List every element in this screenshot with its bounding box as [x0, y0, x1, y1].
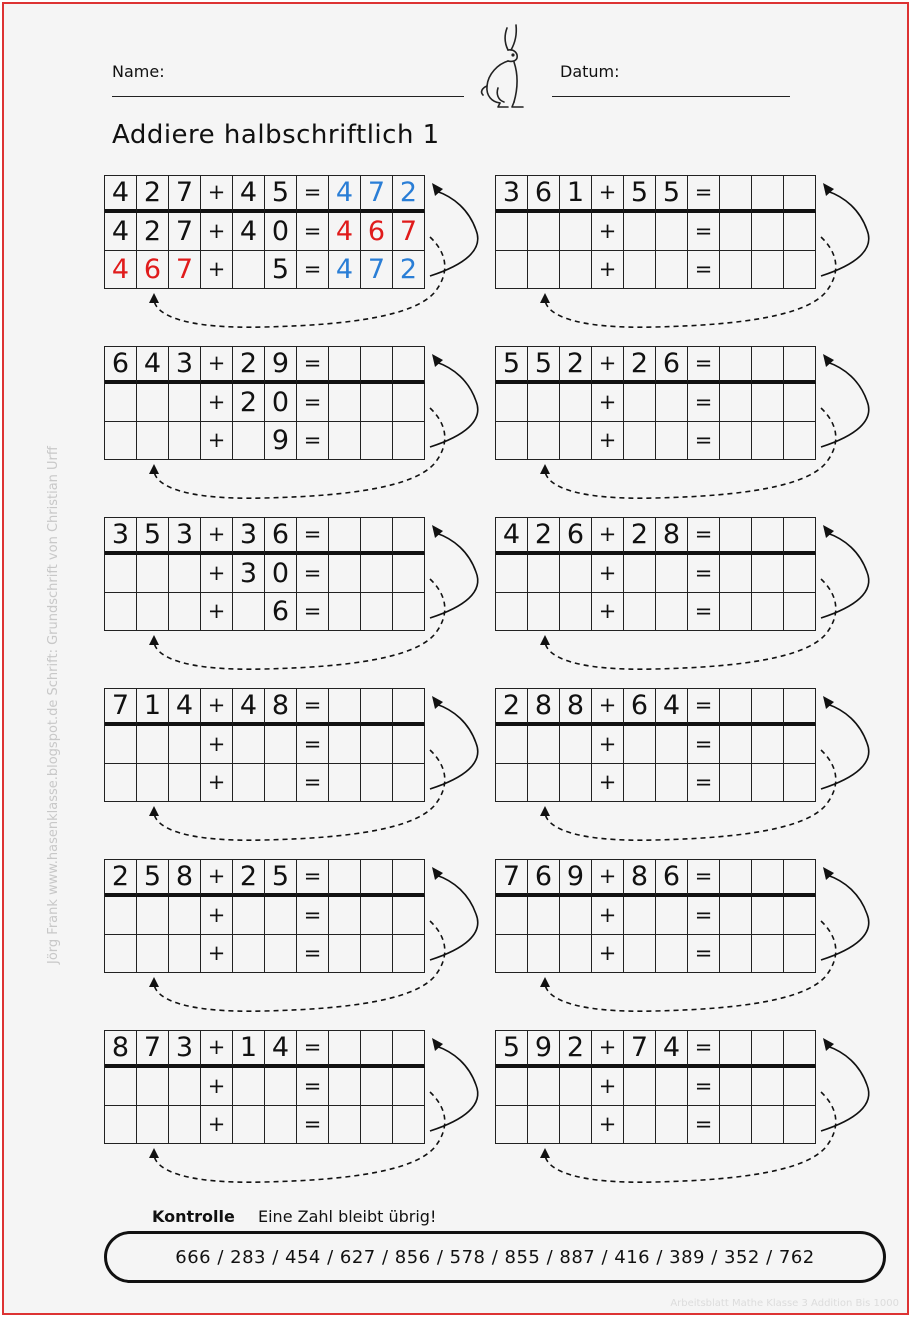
kontrolle-number: 627 — [339, 1246, 376, 1268]
problem-block — [495, 346, 875, 516]
problem-cell: + — [201, 1068, 233, 1106]
problem-cell: 2 — [560, 1031, 592, 1068]
kontrolle-number: 887 — [559, 1246, 596, 1268]
problem-cell: = — [688, 384, 720, 422]
problem-cell: + — [201, 251, 233, 289]
problem-block — [104, 859, 484, 1029]
problem-block — [104, 175, 484, 345]
problem-cell: + — [201, 213, 233, 251]
problem-cell: + — [201, 1106, 233, 1144]
problem-cell: + — [592, 555, 624, 593]
problem-cell: + — [201, 726, 233, 764]
problem-cell: 8 — [624, 860, 656, 897]
problem-cell: 7 — [393, 213, 425, 251]
problem-cell: 4 — [105, 251, 137, 289]
problem-cell: + — [201, 176, 233, 213]
problem-cell: 0 — [265, 384, 297, 422]
kontrolle-separator: / — [759, 1246, 779, 1268]
flow-arrows — [104, 517, 484, 687]
problem-cell: + — [201, 764, 233, 802]
problem-block — [495, 1030, 875, 1200]
problem-cell: = — [688, 518, 720, 555]
problem-cell: 0 — [265, 213, 297, 251]
problem-cell: = — [688, 176, 720, 213]
problem-cell: = — [297, 593, 329, 631]
kontrolle-number: 578 — [449, 1246, 486, 1268]
problem-cell: 5 — [496, 1031, 528, 1068]
problem-cell: = — [688, 213, 720, 251]
kontrolle-separator: / — [375, 1246, 395, 1268]
problem-cell: = — [297, 764, 329, 802]
problem-cell: = — [688, 764, 720, 802]
problem-cell: + — [592, 897, 624, 935]
problem-cell: + — [592, 213, 624, 251]
problem-cell: 2 — [393, 251, 425, 289]
problem-cell: 2 — [496, 689, 528, 726]
kontrolle-box — [104, 1231, 886, 1283]
problem-cell: = — [297, 1031, 329, 1068]
kontrolle-number: 666 — [175, 1246, 212, 1268]
problem-block — [104, 517, 484, 687]
problem-cell: 5 — [496, 347, 528, 384]
problem-cell: + — [592, 726, 624, 764]
problem-cell: + — [592, 422, 624, 460]
flow-arrows — [104, 175, 484, 345]
flow-arrows — [495, 688, 875, 858]
problem-cell: + — [201, 897, 233, 935]
problem-cell: = — [297, 555, 329, 593]
problem-cell: 4 — [105, 176, 137, 213]
kontrolle-number: 454 — [285, 1246, 321, 1268]
problem-cell: + — [592, 518, 624, 555]
problem-cell: = — [688, 1068, 720, 1106]
problem-cell: 8 — [265, 689, 297, 726]
problem-cell: = — [688, 251, 720, 289]
kontrolle-separator: / — [704, 1246, 724, 1268]
problem-cell: + — [592, 689, 624, 726]
problem-cell: = — [297, 251, 329, 289]
problem-cell: + — [592, 1068, 624, 1106]
problem-block — [495, 175, 875, 345]
problem-cell: + — [592, 347, 624, 384]
problem-cell: 3 — [233, 518, 265, 555]
problem-cell: = — [688, 726, 720, 764]
problem-cell: = — [297, 213, 329, 251]
problem-cell: 7 — [169, 251, 201, 289]
problem-cell: = — [688, 860, 720, 897]
problem-cell: 4 — [233, 689, 265, 726]
problem-cell: = — [688, 347, 720, 384]
problem-cell: + — [201, 860, 233, 897]
flow-arrows — [104, 688, 484, 858]
kontrolle-hint: Eine Zahl bleibt übrig! — [258, 1207, 437, 1226]
problem-cell: 4 — [329, 213, 361, 251]
problem-cell: + — [592, 1031, 624, 1068]
worksheet — [2, 2, 909, 1315]
problem-cell: = — [688, 593, 720, 631]
problem-cell: = — [688, 935, 720, 973]
problem-cell: 4 — [329, 176, 361, 213]
problem-cell: + — [201, 689, 233, 726]
problem-cell: 5 — [624, 176, 656, 213]
problem-cell: = — [297, 1106, 329, 1144]
problem-block — [104, 1030, 484, 1200]
date-label: Datum: — [560, 62, 620, 81]
problem-cell: = — [297, 860, 329, 897]
flow-arrows — [495, 517, 875, 687]
flow-arrows — [495, 1030, 875, 1200]
kontrolle-label: Kontrolle — [152, 1207, 235, 1226]
problem-cell: 9 — [265, 347, 297, 384]
kontrolle-separator: / — [485, 1246, 505, 1268]
problem-cell: 7 — [624, 1031, 656, 1068]
problem-cell: 4 — [233, 213, 265, 251]
problem-cell: 3 — [169, 347, 201, 384]
problem-cell: 2 — [528, 518, 560, 555]
problem-cell: = — [688, 1106, 720, 1144]
problem-cell: 6 — [560, 518, 592, 555]
problem-cell: 6 — [265, 518, 297, 555]
problem-cell: 4 — [137, 347, 169, 384]
flow-arrows — [104, 859, 484, 1029]
problem-block — [104, 688, 484, 858]
kontrolle-number: 856 — [394, 1246, 431, 1268]
problem-cell: 3 — [169, 518, 201, 555]
date-line — [552, 96, 790, 97]
problem-cell: 7 — [361, 176, 393, 213]
page-title: Addiere halbschriftlich 1 — [112, 120, 440, 150]
problem-cell: 5 — [265, 860, 297, 897]
footer-watermark: Arbeitsblatt Mathe Klasse 3 Addition Bis 1000 — [670, 1298, 899, 1309]
problem-cell: 6 — [361, 213, 393, 251]
problem-cell: 8 — [105, 1031, 137, 1068]
problem-cell: 7 — [137, 1031, 169, 1068]
problem-cell: 5 — [137, 518, 169, 555]
problem-cell: 6 — [624, 689, 656, 726]
problem-cell: = — [688, 1031, 720, 1068]
problem-cell: 6 — [656, 860, 688, 897]
problem-cell: = — [297, 689, 329, 726]
problem-cell: 5 — [137, 860, 169, 897]
problem-cell: 3 — [169, 1031, 201, 1068]
problem-cell: = — [297, 935, 329, 973]
kontrolle-separator: / — [540, 1246, 560, 1268]
problem-cell: 2 — [137, 213, 169, 251]
problem-cell: + — [201, 1031, 233, 1068]
kontrolle-number: 389 — [669, 1246, 705, 1268]
problem-cell: + — [592, 384, 624, 422]
problem-cell: 7 — [169, 176, 201, 213]
problem-cell: 5 — [656, 176, 688, 213]
problem-block — [495, 859, 875, 1029]
kontrolle-separator: / — [265, 1246, 285, 1268]
problem-cell: = — [297, 518, 329, 555]
problem-cell: 4 — [265, 1031, 297, 1068]
problem-cell: + — [592, 593, 624, 631]
flow-arrows — [495, 859, 875, 1029]
kontrolle-number: 352 — [724, 1246, 760, 1268]
problem-cell: = — [297, 347, 329, 384]
problem-cell: 2 — [624, 347, 656, 384]
problem-cell: + — [201, 593, 233, 631]
problem-cell: 2 — [560, 347, 592, 384]
problem-cell: 4 — [656, 1031, 688, 1068]
hare-icon — [474, 22, 536, 110]
problem-cell: + — [201, 347, 233, 384]
problem-cell: 5 — [265, 251, 297, 289]
problem-block — [495, 517, 875, 687]
problem-cell: 2 — [233, 347, 265, 384]
kontrolle-number: 855 — [504, 1246, 541, 1268]
name-label: Name: — [112, 62, 165, 81]
problem-cell: 5 — [265, 176, 297, 213]
kontrolle-separator: / — [211, 1246, 231, 1268]
side-credit: Jörg Frank www.hasenklasse.blogspot.de Schrift: Grundschrift von Christian Urff — [46, 446, 61, 964]
problem-cell: 2 — [624, 518, 656, 555]
problem-cell: 6 — [137, 251, 169, 289]
kontrolle-separator: / — [430, 1246, 450, 1268]
kontrolle-separator: / — [650, 1246, 670, 1268]
problem-cell: = — [297, 176, 329, 213]
problem-cell: 2 — [137, 176, 169, 213]
problem-cell: 8 — [169, 860, 201, 897]
problem-cell: = — [297, 1068, 329, 1106]
problem-cell: 8 — [528, 689, 560, 726]
problem-cell: + — [201, 935, 233, 973]
problem-cell: + — [201, 422, 233, 460]
kontrolle-number: 762 — [778, 1246, 815, 1268]
problem-cell: 6 — [656, 347, 688, 384]
problem-cell: + — [201, 384, 233, 422]
kontrolle-number: 416 — [614, 1246, 651, 1268]
problem-cell: 4 — [496, 518, 528, 555]
problem-cell: 9 — [560, 860, 592, 897]
problem-cell: 8 — [656, 518, 688, 555]
kontrolle-number: 283 — [230, 1246, 266, 1268]
problem-cell: = — [688, 422, 720, 460]
problem-cell: = — [297, 422, 329, 460]
problem-cell: 7 — [105, 689, 137, 726]
problem-block — [104, 346, 484, 516]
problem-cell: + — [201, 518, 233, 555]
problem-cell: 7 — [169, 213, 201, 251]
problem-cell: 3 — [496, 176, 528, 213]
problem-cell: = — [297, 726, 329, 764]
problem-cell: 6 — [528, 860, 560, 897]
problem-cell: 9 — [265, 422, 297, 460]
problem-cell: 2 — [233, 860, 265, 897]
kontrolle-separator: / — [320, 1246, 340, 1268]
problem-cell: = — [688, 555, 720, 593]
problem-cell: = — [688, 689, 720, 726]
problem-cell: 6 — [105, 347, 137, 384]
problem-cell: + — [592, 176, 624, 213]
problem-cell: 0 — [265, 555, 297, 593]
problem-cell: 9 — [528, 1031, 560, 1068]
problem-cell: 1 — [137, 689, 169, 726]
problem-cell: 3 — [233, 555, 265, 593]
problem-cell: 4 — [656, 689, 688, 726]
problem-cell: = — [297, 384, 329, 422]
problem-block — [495, 688, 875, 858]
problem-cell: 4 — [233, 176, 265, 213]
name-line — [112, 96, 464, 97]
problem-cell: 6 — [265, 593, 297, 631]
problem-cell: + — [201, 555, 233, 593]
problem-cell: 7 — [496, 860, 528, 897]
problem-cell: 8 — [560, 689, 592, 726]
kontrolle-separator: / — [595, 1246, 615, 1268]
problem-cell: 3 — [105, 518, 137, 555]
problem-cell: + — [592, 935, 624, 973]
flow-arrows — [495, 346, 875, 516]
problem-cell: 2 — [393, 176, 425, 213]
problem-cell: + — [592, 860, 624, 897]
problem-cell: 1 — [560, 176, 592, 213]
problem-cell: + — [592, 1106, 624, 1144]
flow-arrows — [495, 175, 875, 345]
problem-cell: 2 — [233, 384, 265, 422]
problem-cell: 1 — [233, 1031, 265, 1068]
problem-cell: 4 — [169, 689, 201, 726]
problem-cell: 4 — [329, 251, 361, 289]
problem-cell: 4 — [105, 213, 137, 251]
problem-cell: + — [592, 764, 624, 802]
problem-cell: 5 — [528, 347, 560, 384]
problem-cell: = — [688, 897, 720, 935]
problem-cell: 2 — [105, 860, 137, 897]
problem-cell: 7 — [361, 251, 393, 289]
flow-arrows — [104, 1030, 484, 1200]
problem-cell: + — [592, 251, 624, 289]
problem-cell: = — [297, 897, 329, 935]
problem-cell: 6 — [528, 176, 560, 213]
flow-arrows — [104, 346, 484, 516]
